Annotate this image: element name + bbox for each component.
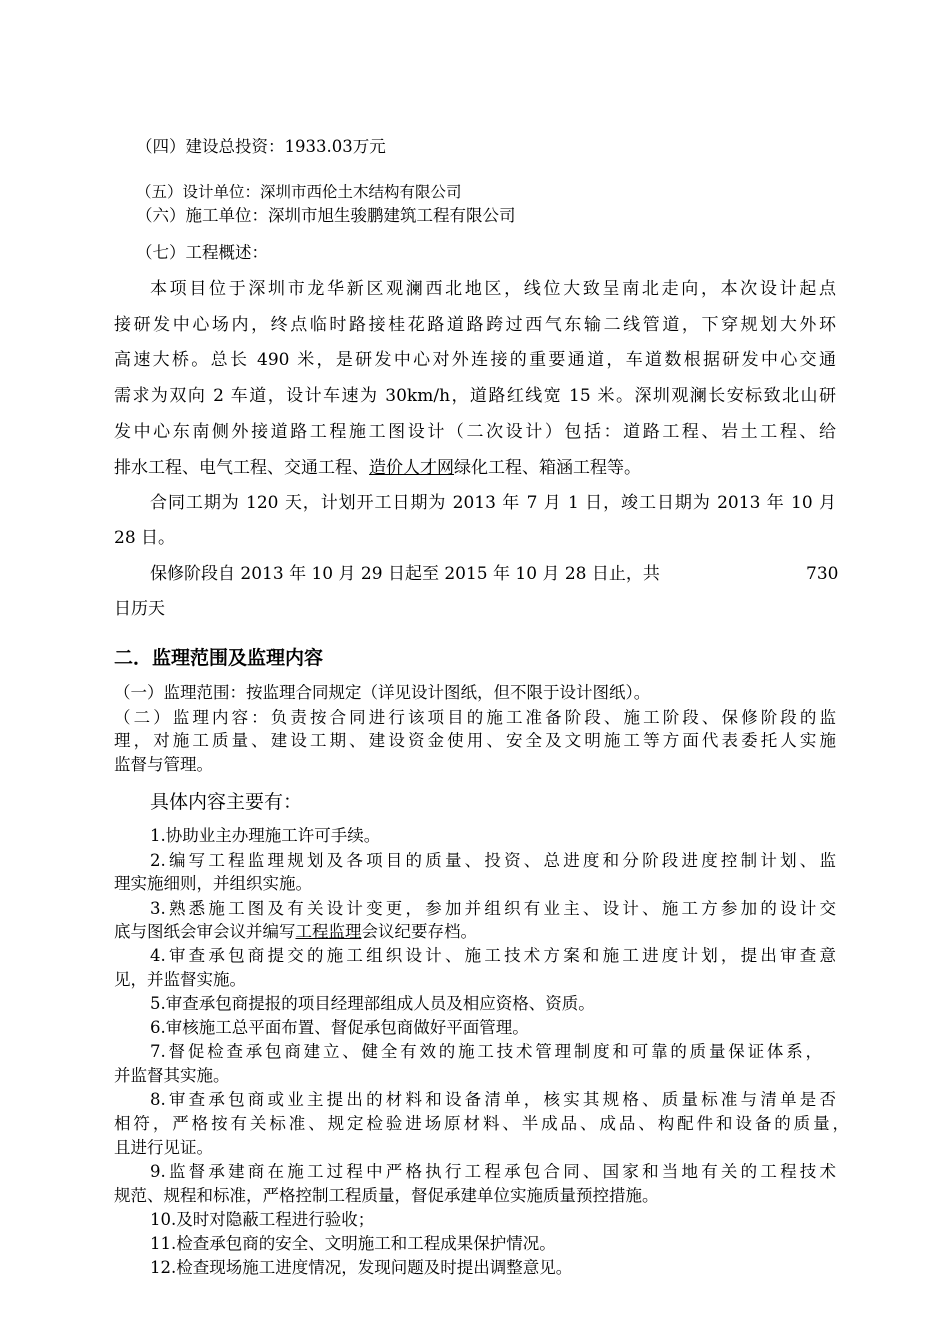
overview-line-6-post: 绿化工程、箱涵工程等。 (454, 458, 641, 478)
item-3-line-1: 3.熟悉施工图及有关设计变更，参加并组织有业主、设计、施工方参加的设计交 (150, 899, 836, 918)
item-7-line-1: 7.督促检查承包商建立、健全有效的施工技术管理制度和可靠的质量保证体系， (150, 1042, 822, 1061)
overview-line-6 (114, 460, 641, 477)
item-9-line-2: 规范、规程和标准，严格控制工程质量，督促承建单位实施质量预控措施。 (114, 1186, 659, 1205)
overview-line-4: 需求为双向 2 车道，设计车速为 30km/h，道路红线宽 15 米。深圳观澜长安标致北山研 (114, 386, 836, 406)
item-9-line-1: 9.监督承建商在施工过程中严格执行工程承包合同、国家和当地有关的工程技术 (150, 1162, 836, 1181)
construction-unit-line: （六）施工单位：深圳市旭生骏鹏建筑工程有限公司 (136, 206, 516, 225)
item-3-line-2 (114, 924, 477, 941)
section-2-title: 二．监理范围及监理内容 (114, 647, 324, 669)
overview-line-5: 发中心东南侧外接道路工程施工图设计（二次设计）包括：道路工程、岩土工程、给 (114, 422, 836, 442)
item-3-line-2-pre: 底与图纸会审会议并编写 (114, 922, 296, 941)
overview-label: （七）工程概述： (136, 243, 268, 262)
item-5: 5.审查承包商提报的项目经理部组成人员及相应资格、资质。 (150, 994, 595, 1013)
item-12: 12.检查现场施工进度情况，发现问题及时提出调整意见。 (150, 1258, 573, 1277)
item-1: 1.协助业主办理施工许可手续。 (150, 826, 381, 845)
subheading: 具体内容主要有： (150, 791, 303, 813)
item-7-line-2: 并监督其实施。 (114, 1066, 230, 1085)
warranty-line-1-left: 保修阶段自 2013 年 10 月 29 日起至 2015 年 10 月 28 日止，共 (150, 564, 660, 584)
contract-line-1: 合同工期为 120 天，计划开工日期为 2013 年 7 月 1 日，竣工日期为 2013 年 10 月 (150, 493, 836, 513)
item-8-line-3: 且进行见证。 (114, 1138, 213, 1157)
design-unit-line: （五）设计单位：深圳市西伦土木结构有限公司 (136, 183, 462, 201)
item-2-line-1: 2.编写工程监理规划及各项目的质量、投资、总进度和分阶段进度控制计划、监 (150, 851, 836, 870)
scope-line: （一）监理范围：按监理合同规定（详见设计图纸，但不限于设计图纸）。 (114, 683, 651, 702)
talent-network-link[interactable]: 造价人才网 (369, 458, 454, 478)
item-2-line-2: 理实施细则，并组织实施。 (114, 874, 312, 893)
overview-line-1: 本项目位于深圳市龙华新区观澜西北地区，线位大致呈南北走向，本次设计起点 (150, 279, 836, 299)
item-10: 10.及时对隐蔽工程进行验收； (150, 1210, 375, 1229)
overview-line-2: 接研发中心场内，终点临时路接桂花路道路跨过西气东输二线管道，下穿规划大外环 (114, 315, 836, 335)
contract-line-2: 28 日。 (114, 528, 176, 548)
engineering-supervision-link[interactable]: 工程监理 (295, 922, 362, 941)
content-line-1: （二）监理内容：负责按合同进行该项目的施工准备阶段、施工阶段、保修阶段的监 (114, 708, 836, 727)
warranty-line-1-right: 730 (806, 564, 839, 584)
warranty-line-2: 日历天 (114, 599, 165, 619)
overview-line-6-pre: 排水工程、电气工程、交通工程、 (114, 458, 369, 478)
overview-line-3: 高速大桥。总长 490 米，是研发中心对外连接的重要通道，车道数根据研发中心交通 (114, 350, 836, 370)
item-11: 11.检查承包商的安全、文明施工和工程成果保护情况。 (150, 1234, 556, 1253)
content-line-3: 监督与管理。 (114, 755, 213, 774)
investment-line: （四）建设总投资：1933.03万元 (136, 137, 386, 156)
item-8-line-2: 相符，严格按有关标准、规定检验进场原材料、半成品、成品、构配件和设备的质量， (114, 1114, 849, 1133)
item-4-line-2: 见，并监督实施。 (114, 970, 246, 989)
item-8-line-1: 8.审查承包商或业主提出的材料和设备清单，核实其规格、质量标准与清单是否 (150, 1090, 836, 1109)
content-line-2: 理，对施工质量、建设工期、建设资金使用、安全及文明施工等方面代表委托人实施 (114, 731, 836, 750)
item-4-line-1: 4.审查承包商提交的施工组织设计、施工技术方案和施工进度计划，提出审查意 (150, 946, 836, 965)
item-6: 6.审核施工总平面布置、督促承包商做好平面管理。 (150, 1018, 529, 1037)
item-3-line-2-post: 会议纪要存档。 (361, 922, 477, 941)
